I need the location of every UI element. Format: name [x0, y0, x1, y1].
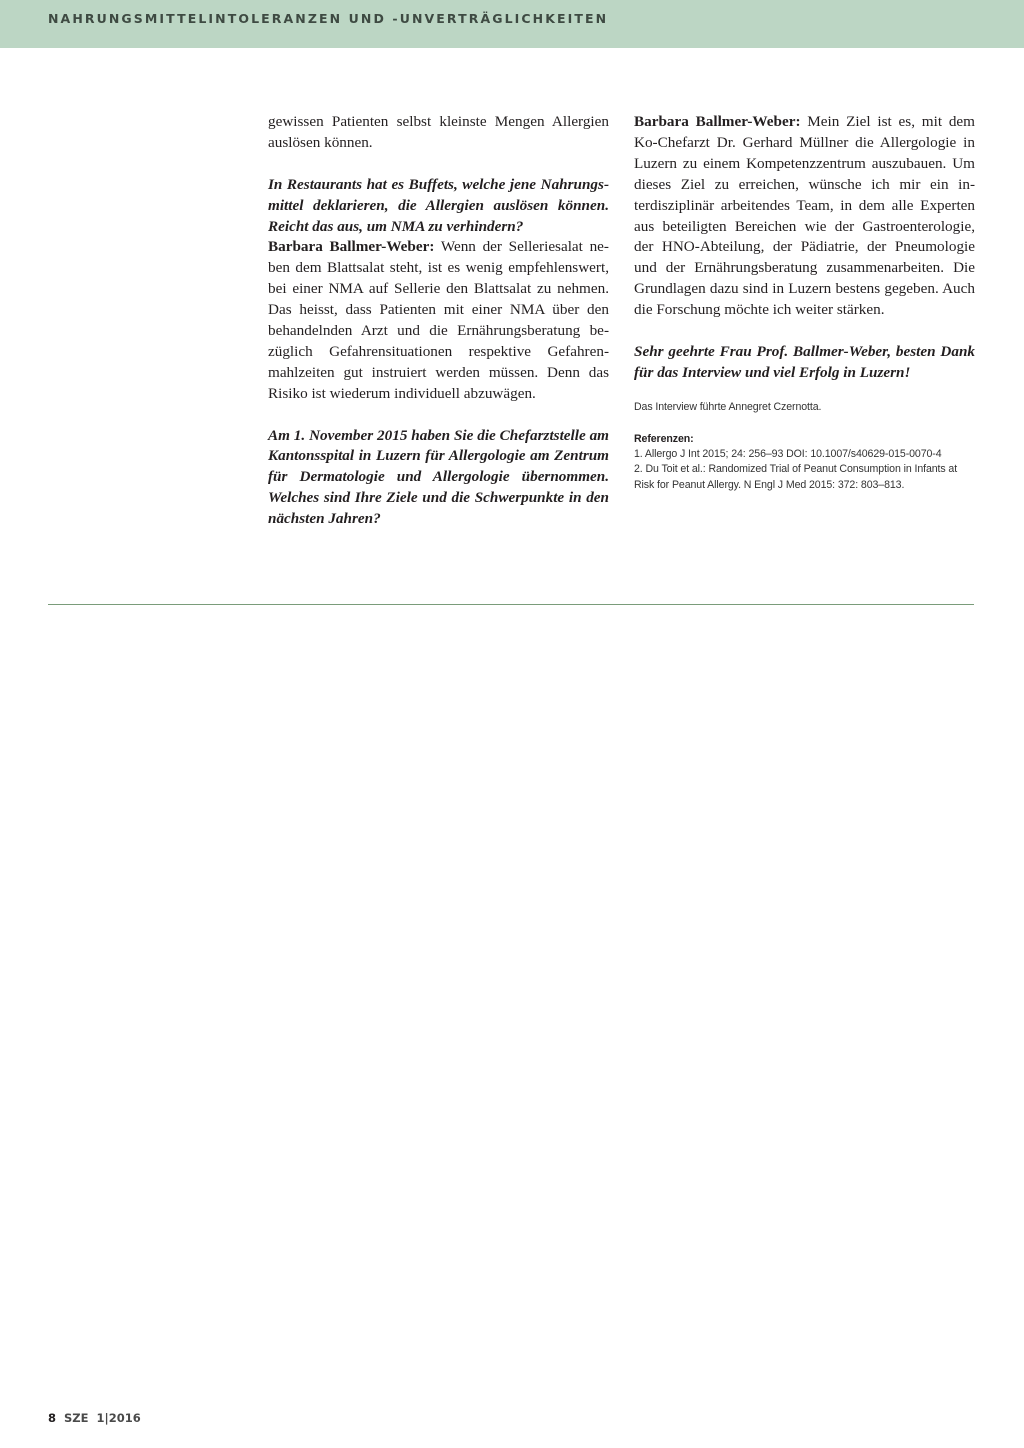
interview-question-goals: Am 1. November 2015 haben Sie die Chefarztstelle am Kantonsspital in Luzern für Allergologie am Zentrum für Dermatologie und Allergologie übernommen. Welches sind Ihre Ziele und die Schwerpunkte in den nächsten Jahren?: [268, 426, 609, 528]
page-footer: [48, 1411, 141, 1425]
interview-credit: Das Interview führte Annegret Czernotta.: [634, 400, 822, 413]
speaker-name: Barbara Ballmer-Weber:: [268, 238, 435, 256]
interview-answer-goals: [634, 112, 975, 321]
reference-item: 2. Du Toit et al.: Randomized Trial of Peanut Consumption in Infants at Risk for Peanut Allergy. N Engl J Med 2015: 372: 803–813.: [634, 463, 958, 491]
page-number: 8: [48, 1411, 57, 1425]
left-column: [268, 112, 609, 530]
journal-name: SZE: [64, 1411, 89, 1425]
reference-item: 1. Allergo J Int 2015; 24: 256–93 DOI: 10.1007/s40629-015-0070-4: [634, 448, 942, 461]
interview-answer-buffets: [268, 237, 609, 404]
answer-text: Mein Ziel ist es, mit dem Ko-Chefarzt Dr. Gerhard Müllner die Allergologie in Luzern zu einem Kompetenzzentrum auszubauen. Um dieses Ziel zu erreichen, wünsche ich mir ein interdisziplinär arbeitendes Team, in dem alle Experten aus beteiligten Bereichen wie der Gastroenterologie, der HNO-Abteilung, der Pädiatrie, der Pneumologie und der Ernährungsberatung zusammenarbeiten. Die Grundlagen dazu sind in Luzern bestens gegeben. Auch die Forschung möchte ich weiter stärken.: [634, 113, 975, 319]
paragraph-continuation: gewissen Patienten selbst kleinste Mengen Allergien auslösen können.: [268, 113, 609, 151]
answer-text: Wenn der Selleriesalat neben dem Blattsalat steht, ist es wenig empfehlenswert, bei einer NMA auf Sellerie den Blattsalat zu nehmen. Das heisst, dass Patienten mit einer NMA über den behandelnden Arzt und die Ernährungsberatung bezüglich Gefahrensituationen respektive Gefahrenmahlzeiten gut instruiert werden müssen. Denn das Risiko ist wiederum individuell abzuwägen.: [268, 238, 609, 402]
references-title: Referenzen:: [634, 432, 694, 445]
references: [634, 432, 975, 493]
references-list: [634, 447, 975, 493]
header-band: [0, 0, 1024, 48]
issue-number: 1|2016: [96, 1411, 141, 1425]
closing-remark: Sehr geehrte Frau Prof. Ballmer-Weber, besten Dank für das Interview und viel Erfolg in Luzern!: [634, 342, 975, 381]
section-divider: [48, 604, 974, 605]
section-title: NAHRUNGSMITTELINTOLERANZEN UND -UNVERTRÄGLICHKEITEN: [48, 11, 609, 26]
speaker-name: Barbara Ballmer-Weber:: [634, 113, 801, 130]
right-column: [634, 112, 975, 493]
interview-question-buffets: In Restaurants hat es Buffets, welche jene Nahrungsmittel deklarieren, die Allergien auslösen können. Reicht das aus, um NMA zu verhindern?: [268, 175, 609, 235]
